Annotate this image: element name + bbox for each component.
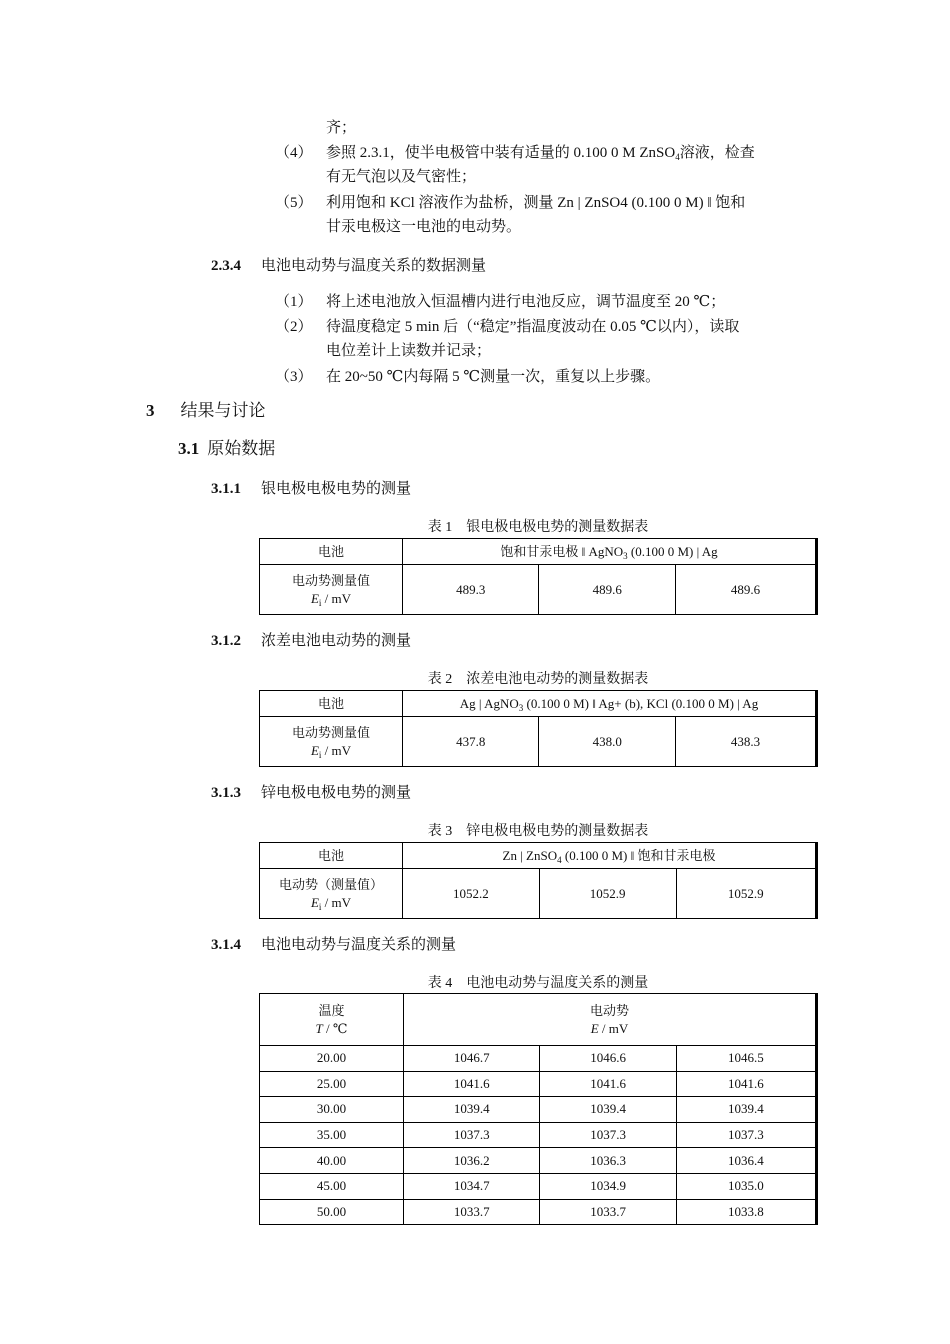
table-row bbox=[260, 1148, 817, 1174]
table-cell: 489.3 bbox=[403, 565, 539, 615]
section-heading: 3.1.1 银电极电极电势的测量 bbox=[211, 481, 412, 497]
header-cell: 电池 bbox=[260, 691, 403, 717]
section-heading: 3.1.3 锌电极电极电势的测量 bbox=[211, 785, 412, 801]
table-caption: 表 3 锌电极电极电势的测量数据表 bbox=[427, 824, 649, 839]
table-cell: 1033.8 bbox=[676, 1199, 816, 1225]
table-caption: 表 4 电池电动势与温度关系的测量 bbox=[427, 976, 649, 991]
list-number: （5） bbox=[275, 195, 313, 211]
table-cell: 1036.4 bbox=[676, 1148, 816, 1174]
list-text: 甘汞电极这一电池的电动势。 bbox=[326, 219, 522, 235]
table-cell: 1046.6 bbox=[540, 1046, 676, 1072]
list-text: 将上述电池放入恒温槽内进行电池反应，调节温度至 20 ℃； bbox=[326, 294, 726, 310]
temperature-cell: 25.00 bbox=[260, 1071, 404, 1097]
table-row bbox=[260, 1097, 817, 1123]
temperature-cell: 50.00 bbox=[260, 1199, 404, 1225]
header-cell: 饱和甘汞电极 ‖ AgNO$_3$ (0.100 0 M) | Ag bbox=[403, 539, 817, 565]
table-cell: 1034.7 bbox=[404, 1173, 540, 1199]
table-cell: 1036.3 bbox=[540, 1148, 676, 1174]
row-label: 电动势测量值 $E_i$ / mV bbox=[260, 717, 403, 767]
table-cell: 489.6 bbox=[675, 565, 816, 615]
section-heading: 3 结果与讨论 bbox=[146, 401, 266, 420]
table-cell: 1041.6 bbox=[676, 1071, 816, 1097]
table-cell: 1046.5 bbox=[676, 1046, 816, 1072]
table-cell: 1052.2 bbox=[403, 869, 540, 919]
table-caption: 表 2 浓差电池电动势的测量数据表 bbox=[427, 672, 649, 687]
temperature-cell: 35.00 bbox=[260, 1122, 404, 1148]
table-silver-electrode bbox=[259, 538, 818, 615]
table-cell: 1039.4 bbox=[676, 1097, 816, 1123]
table-cell: 438.0 bbox=[539, 717, 675, 767]
table-cell: 1041.6 bbox=[404, 1071, 540, 1097]
table-cell: 1033.7 bbox=[404, 1199, 540, 1225]
table-zinc-electrode bbox=[259, 842, 818, 919]
list-continuation: 齐； bbox=[326, 120, 357, 136]
list-text: 在 20~50 ℃内每隔 5 ℃测量一次，重复以上步骤。 bbox=[326, 369, 661, 385]
list-text: 有无气泡以及气密性； bbox=[326, 169, 477, 185]
row-label: 电动势测量值 $E_i$ / mV bbox=[260, 565, 403, 615]
table-cell: 1052.9 bbox=[676, 869, 817, 919]
table-emf-temperature bbox=[259, 993, 818, 1225]
list-text: 参照 2.3.1，使半电极管中装有适量的 0.100 0 M ZnSO$_4$溶液，检查 bbox=[326, 145, 755, 162]
header-cell: 温度 T / ℃ bbox=[260, 994, 404, 1046]
table-concentration-cell bbox=[259, 690, 818, 767]
list-number: （4） bbox=[275, 145, 313, 161]
table-cell: 1037.3 bbox=[540, 1122, 676, 1148]
temperature-cell: 45.00 bbox=[260, 1173, 404, 1199]
header-cell: 电池 bbox=[260, 539, 403, 565]
table-cell: 1035.0 bbox=[676, 1173, 816, 1199]
table-cell: 437.8 bbox=[403, 717, 539, 767]
section-heading: 3.1.2 浓差电池电动势的测量 bbox=[211, 633, 412, 649]
table-cell: 1037.3 bbox=[404, 1122, 540, 1148]
table-row bbox=[260, 1071, 817, 1097]
section-heading: 3.1.4 电池电动势与温度关系的测量 bbox=[211, 937, 457, 953]
table-row bbox=[260, 1122, 817, 1148]
temperature-cell: 30.00 bbox=[260, 1097, 404, 1123]
table-cell: 1036.2 bbox=[404, 1148, 540, 1174]
list-number: （3） bbox=[275, 369, 313, 385]
table-cell: 1034.9 bbox=[540, 1173, 676, 1199]
header-cell: 电池 bbox=[260, 843, 403, 869]
section-heading: 2.3.4 电池电动势与温度关系的数据测量 bbox=[211, 258, 487, 274]
table-cell: 438.3 bbox=[675, 717, 816, 767]
table-row bbox=[260, 1199, 817, 1225]
table-cell: 1041.6 bbox=[540, 1071, 676, 1097]
table-cell: 489.6 bbox=[539, 565, 675, 615]
list-text: 电位差计上读数并记录； bbox=[326, 343, 492, 359]
table-cell: 1039.4 bbox=[540, 1097, 676, 1123]
header-cell: Ag | AgNO$_3$ (0.100 0 M) ‖ Ag+ (b), KCl (0.100 0 M) | Ag bbox=[403, 691, 817, 717]
row-label: 电动势（测量值） $E_i$ / mV bbox=[260, 869, 403, 919]
table-cell: 1046.7 bbox=[404, 1046, 540, 1072]
table-row bbox=[260, 1173, 817, 1199]
section-heading: 3.1 原始数据 bbox=[178, 439, 276, 458]
list-number: （1） bbox=[275, 294, 313, 310]
table-row bbox=[260, 1046, 817, 1072]
table-caption: 表 1 银电极电极电势的测量数据表 bbox=[427, 520, 649, 535]
table-cell: 1052.9 bbox=[539, 869, 676, 919]
header-cell: 电动势 E / mV bbox=[404, 994, 817, 1046]
temperature-cell: 20.00 bbox=[260, 1046, 404, 1072]
table-cell: 1033.7 bbox=[540, 1199, 676, 1225]
list-text: 利用饱和 KCl 溶液作为盐桥，测量 Zn | ZnSO4 (0.100 0 M) ‖ 饱和 bbox=[326, 195, 746, 211]
list-text: 待温度稳定 5 min 后（“稳定”指温度波动在 0.05 ℃以内），读取 bbox=[326, 319, 740, 335]
table-cell: 1039.4 bbox=[404, 1097, 540, 1123]
temperature-cell: 40.00 bbox=[260, 1148, 404, 1174]
table-cell: 1037.3 bbox=[676, 1122, 816, 1148]
list-number: （2） bbox=[275, 319, 313, 335]
header-cell: Zn | ZnSO$_4$ (0.100 0 M) ‖ 饱和甘汞电极 bbox=[403, 843, 817, 869]
